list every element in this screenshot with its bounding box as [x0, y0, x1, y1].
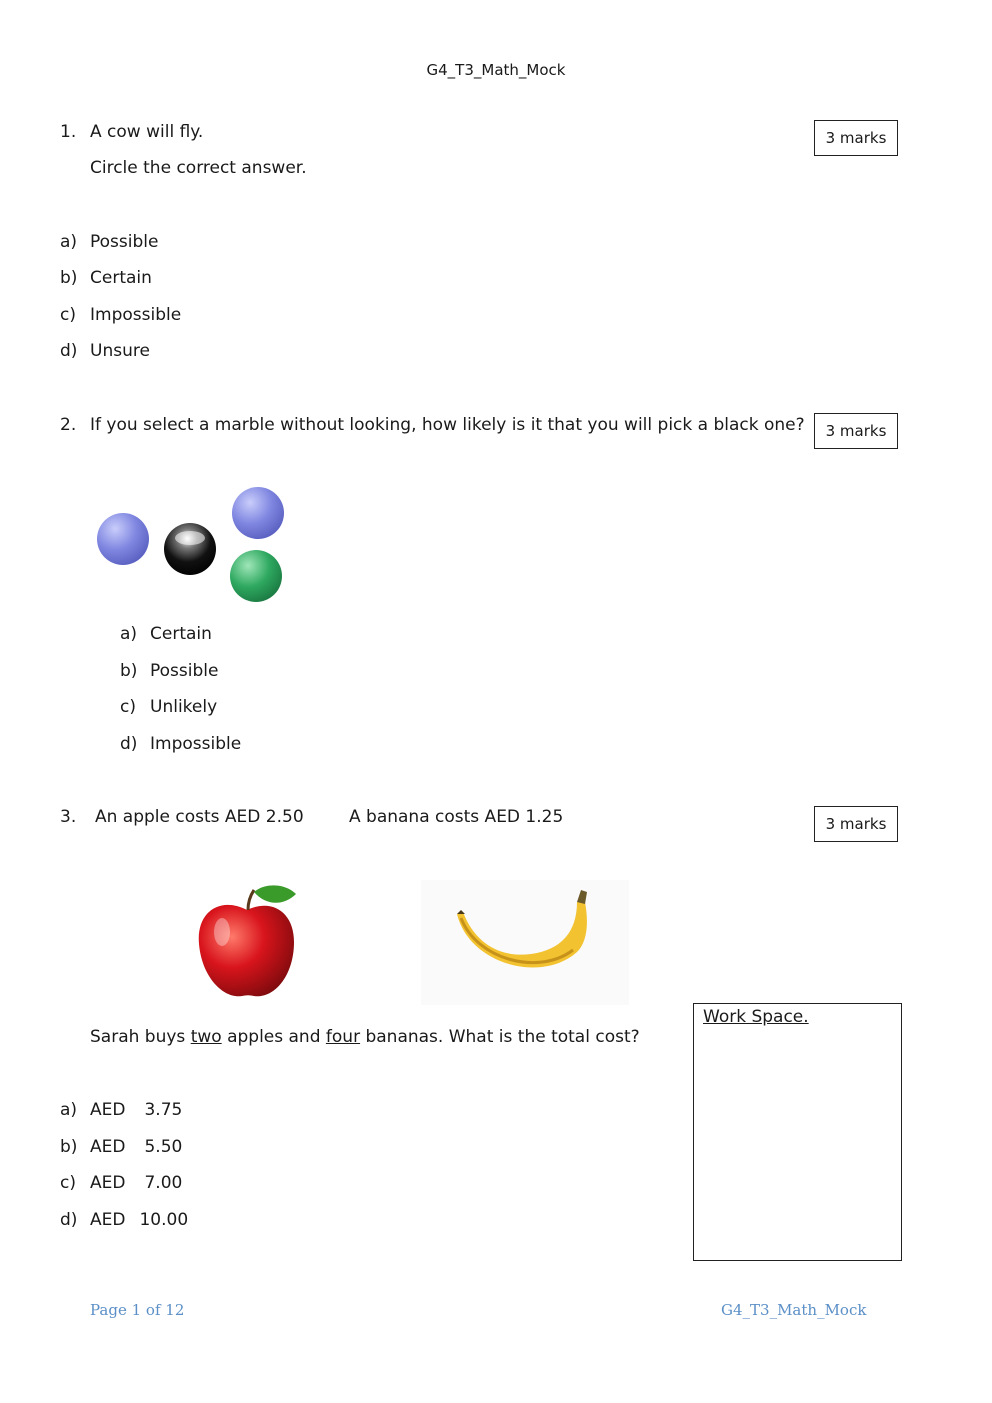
- work-space-box[interactable]: [693, 1003, 902, 1261]
- option-value: 7.00: [144, 1173, 183, 1193]
- q3-qty-apples: two: [190, 1027, 222, 1047]
- option-text: Impossible: [90, 305, 182, 325]
- q3-option-b[interactable]: [60, 1137, 182, 1157]
- option-letter: b): [60, 1137, 78, 1157]
- option-text: Impossible: [150, 734, 242, 754]
- q3-question-start: Sarah buys: [90, 1027, 191, 1047]
- q2-option-a[interactable]: [120, 624, 212, 644]
- option-text: Possible: [150, 661, 219, 681]
- q2-option-d[interactable]: [120, 734, 241, 754]
- q1-option-d[interactable]: [60, 341, 150, 361]
- banana-image: [421, 880, 629, 1005]
- option-letter: a): [120, 624, 138, 644]
- q1-instruction: Circle the correct answer.: [90, 158, 307, 178]
- option-letter: d): [120, 734, 138, 754]
- q3-option-d[interactable]: [60, 1210, 188, 1230]
- option-letter: a): [60, 232, 78, 252]
- q3-number: 3.: [60, 807, 77, 827]
- option-currency: AED: [90, 1210, 126, 1230]
- option-text: Unlikely: [150, 697, 218, 717]
- q1-option-b[interactable]: [60, 268, 152, 288]
- option-letter: a): [60, 1100, 78, 1120]
- option-letter: d): [60, 1210, 78, 1230]
- q3-question-mid: apples and: [221, 1027, 326, 1047]
- option-value: 5.50: [144, 1137, 183, 1157]
- option-text: Unsure: [90, 341, 150, 361]
- option-letter: c): [60, 305, 76, 325]
- apple-leaf: [254, 885, 296, 902]
- q2-option-c[interactable]: [120, 697, 217, 717]
- q2-option-b[interactable]: [120, 661, 218, 681]
- q1-number: 1.: [60, 122, 77, 142]
- q3-apple-price: An apple costs AED 2.50: [95, 807, 304, 827]
- q3-option-a[interactable]: [60, 1100, 182, 1120]
- option-letter: c): [120, 697, 136, 717]
- q3-marks-box: 3 marks: [814, 806, 898, 842]
- page-header-title: G4_T3_Math_Mock: [426, 61, 566, 79]
- option-text: Certain: [90, 268, 152, 288]
- q3-question-end: bananas. What is the total cost?: [360, 1027, 640, 1047]
- footer-page-number: Page 1 of 12: [90, 1301, 185, 1319]
- blue-marble: [232, 487, 284, 539]
- q2-text: If you select a marble without looking, how likely is it that you will pick a black one?: [90, 415, 805, 435]
- apple-body: [199, 905, 294, 996]
- option-currency: AED: [90, 1100, 126, 1120]
- option-letter: d): [60, 341, 78, 361]
- q1-marks-box: 3 marks: [814, 120, 898, 156]
- footer-doc-title: G4_T3_Math_Mock: [721, 1301, 867, 1319]
- option-currency: AED: [90, 1173, 126, 1193]
- apple-image: [190, 882, 305, 1002]
- option-letter: c): [60, 1173, 76, 1193]
- option-value: 10.00: [139, 1210, 189, 1230]
- option-text: Possible: [90, 232, 159, 252]
- q3-option-c[interactable]: [60, 1173, 182, 1193]
- work-space-label: Work Space.: [703, 1007, 809, 1027]
- marbles-image: [88, 482, 293, 607]
- q1-option-a[interactable]: [60, 232, 158, 252]
- blue-marble: [97, 513, 149, 565]
- q3-qty-bananas: four: [325, 1027, 361, 1047]
- green-marble: [230, 550, 282, 602]
- q2-marks-box: 3 marks: [814, 413, 898, 449]
- q3-banana-price: A banana costs AED 1.25: [349, 807, 564, 827]
- option-value: 3.75: [144, 1100, 183, 1120]
- option-letter: b): [60, 268, 78, 288]
- option-text: Certain: [150, 624, 212, 644]
- q3-question: [90, 1027, 640, 1047]
- black-marble: [164, 523, 216, 575]
- q2-number: 2.: [60, 415, 77, 435]
- option-currency: AED: [90, 1137, 126, 1157]
- q1-text: A cow will fly.: [90, 122, 204, 142]
- q1-option-c[interactable]: [60, 305, 181, 325]
- option-letter: b): [120, 661, 138, 681]
